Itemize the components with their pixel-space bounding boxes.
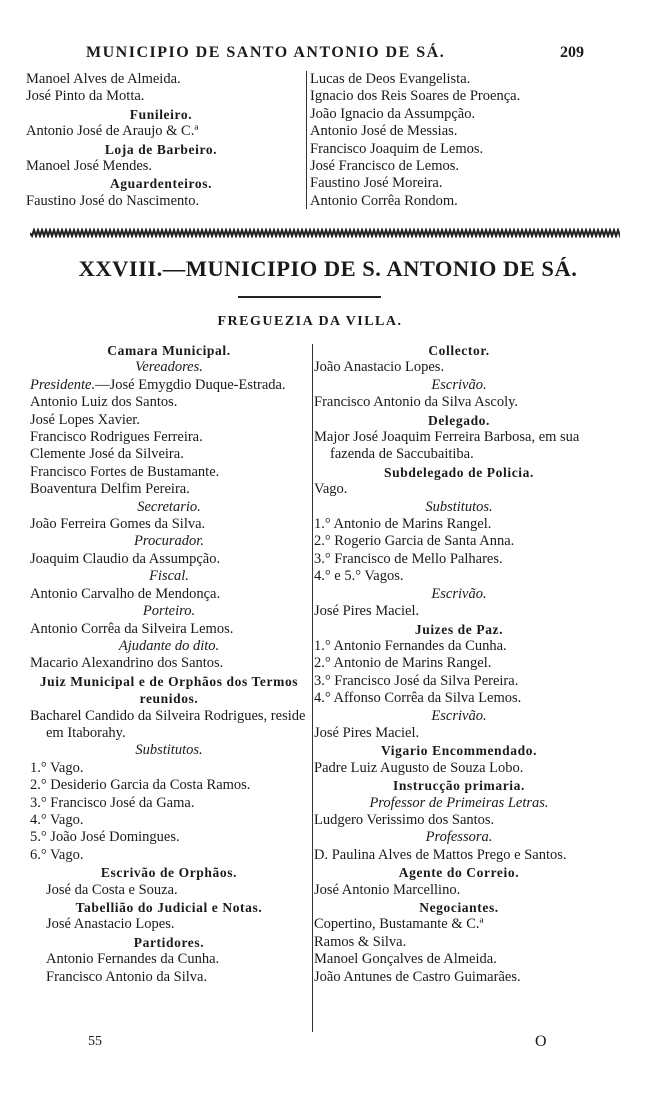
entry-line: 2.° Antonio de Marins Rangel. [314,655,492,672]
entry-line: José Pinto da Motta. [26,88,145,105]
section-heading: Juiz Municipal e de Orphãos dos Termos reunidos. [39,673,299,707]
entry-line: José Pires Maciel. [314,724,420,741]
entry-line: Vago. [314,481,348,498]
entry-line: João Anastacio Lopes. [314,359,445,376]
entry-line: Manoel José Mendes. [26,158,153,175]
entry-line: José da Costa e Souza. [46,881,178,898]
entry-line: Antonio Carvalho de Mendonça. [30,585,221,602]
entry-line: Macario Alexandrino dos Santos. [30,655,224,672]
page-number: 209 [560,44,584,61]
parish-title: FREGUEZIA DA VILLA. [217,314,403,329]
role-label: Fiscal. [149,568,189,585]
entry-line: Antonio José de Messias. [310,123,458,140]
entry-line: 2.° Rogerio Garcia de Santa Anna. [314,533,515,550]
column-divider-main [312,344,313,1032]
section-heading: Collector. [428,343,490,358]
trade-heading: Loja de Barbeiro. [104,141,218,157]
left-column [30,342,308,986]
entry-line: Antonio Corrêa da Silveira Lemos. [30,620,234,637]
role-label: Substitutos. [135,742,203,759]
top-left-column [26,71,296,210]
entry-line: Ludgero Verissimo dos Santos. [314,811,495,828]
entry-line: Ignacio dos Reis Soares de Proença. [310,88,521,105]
entry-line: João Antunes de Castro Guimarães. [314,968,521,985]
entry-line: Antonio Luiz dos Santos. [30,394,178,411]
signature-mark-right: O [535,1033,547,1050]
entry-line: Ramos & Silva. [314,933,407,950]
entry-line: José Pires Maciel. [314,603,420,620]
entry-line: Major José Joaquim Ferreira Barbosa, em sua fazenda de Saccubaitiba. [314,429,580,463]
entry-line: Francisco Antonio da Silva Ascoly. [314,394,519,411]
role-label: Escrivão. [431,707,487,724]
section-heading: Escrivão de Orphãos. [100,865,238,881]
section-heading: Vigario Encommendado. [380,743,538,759]
section-heading: Subdelegado de Policia. [384,464,534,480]
entry-line [30,377,308,394]
entry-line: 2.° Desiderio Garcia da Costa Ramos. [30,777,251,794]
signature-mark-left: 55 [88,1034,102,1049]
entry-line: João Ignacio da Assumpção. [310,105,476,122]
entry-line: Faustino José do Nascimento. [26,192,200,209]
entry-line: 3.° Francisco de Mello Palhares. [314,550,503,567]
entry-line: 1.° Antonio Fernandes da Cunha. [314,637,507,654]
entry-line: 1.° Antonio de Marins Rangel. [314,516,492,533]
section-heading: Partidores. [133,934,205,950]
role-label: Escrivão. [431,585,487,602]
entry-line: Lucas de Deos Evangelista. [310,71,471,87]
chapter-title: XXVIII.—MUNICIPIO DE S. ANTONIO DE SÁ. [78,256,578,281]
entry-line: Manoel Gonçalves de Almeida. [314,951,497,968]
entry-line: Antonio Fernandes da Cunha. [46,951,220,968]
trade-heading: Funileiro. [129,106,193,122]
role-label: Substitutos. [425,498,493,515]
entry-line: Faustino José Moreira. [310,175,443,192]
entry-line: Francisco Antonio da Silva. [46,968,208,985]
entry-line: 3.° Francisco José da Silva Pereira. [314,672,519,689]
entry-line: Padre Luiz Augusto de Souza Lobo. [314,759,524,776]
entry-line: Manoel Alves de Almeida. [26,71,181,87]
section-heading: Delegado. [427,412,491,428]
ornamental-wavy-rule [30,228,620,238]
entry-line: Antonio Corrêa Rondom. [310,192,458,209]
entry-line: Joaquim Claudio da Assumpção. [30,550,221,567]
entry-line: Francisco Rodrigues Ferreira. [30,429,203,446]
entry-line: Copertino, Bustamante & C.ª [314,916,484,933]
entry-line: 4.° Vago. [30,811,84,828]
entry-text: —José Emygdio Duque-Estrada. [95,376,286,393]
role-label: Professora. [425,829,493,846]
column-divider-top [306,71,307,209]
entry-line: José Antonio Marcellino. [314,881,461,898]
entry-line: 1.° Vago. [30,759,84,776]
section-heading: Camara Municipal. [107,343,231,358]
title-rule [238,296,381,298]
role-label: Ajudante do dito. [118,637,220,654]
entry-line: Francisco Joaquim de Lemos. [310,140,484,157]
section-heading: Tabellião do Judicial e Notas. [75,900,263,915]
entry-line: Antonio José de Araujo & C.ª [26,123,199,140]
section-heading: Negociantes. [419,900,499,915]
role-label: Porteiro. [142,603,196,620]
role-label: Vereadores. [135,359,203,376]
role-label: Escrivão. [431,376,487,393]
entry-line: 4.° Affonso Corrêa da Silva Lemos. [314,690,522,707]
entry-line: 5.° João José Domingues. [30,829,180,846]
role-label: Professor de Primeiras Letras. [369,794,549,811]
entry-line: D. Paulina Alves de Mattos Prego e Santos. [314,846,567,863]
top-right-column [310,71,620,210]
entry-line: 4.° e 5.° Vagos. [314,568,404,585]
entry-line: Boaventura Delfim Pereira. [30,481,190,498]
section-heading: Juizes de Paz. [414,621,504,637]
trade-heading: Aguardenteiros. [109,176,213,192]
section-heading: Instrucção primaria. [393,778,525,794]
running-title: MUNICIPIO DE SANTO ANTONIO DE SÁ. [86,44,446,61]
entry-line: João Ferreira Gomes da Silva. [30,516,206,533]
right-column [314,342,604,986]
entry-line: José Francisco de Lemos. [310,158,459,175]
entry-line: 6.° Vago. [30,846,84,863]
section-heading: Agente do Correio. [398,865,520,881]
role-label: Secretario. [137,498,201,515]
entry-line: José Anastacio Lopes. [46,916,175,933]
role-prefix: Presidente. [30,376,96,393]
role-label: Procurador. [134,533,204,550]
entry-line: Francisco Fortes de Bustamante. [30,463,220,480]
entry-line: José Lopes Xavier. [30,411,140,428]
entry-line: Bacharel Candido da Silveira Rodrigues, reside em Itaborahy. [30,707,306,741]
entry-line: 3.° Francisco José da Gama. [30,794,195,811]
entry-line: Clemente José da Silveira. [30,446,184,463]
